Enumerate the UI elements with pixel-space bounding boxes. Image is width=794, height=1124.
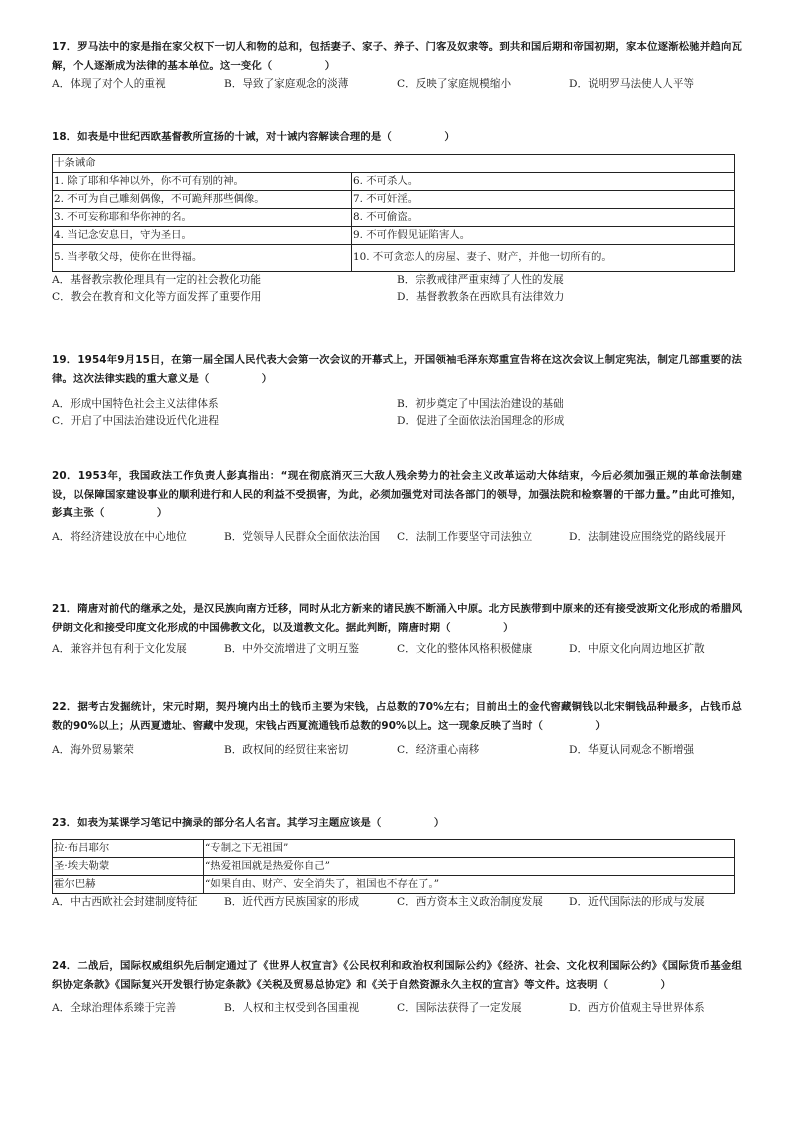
options-row xyxy=(52,894,742,912)
table-row xyxy=(53,244,735,271)
option-d[interactable]: D．近代国际法的形成与发展 xyxy=(569,895,705,908)
question-18 xyxy=(52,128,742,308)
options-row xyxy=(52,1000,742,1018)
question-17 xyxy=(52,38,742,94)
question-22 xyxy=(52,698,742,760)
option-a[interactable]: A．将经济建设放在中心地位 xyxy=(52,530,187,543)
table-header: 十条诫命 xyxy=(53,154,735,172)
question-stem: 24．二战后，国际权威组织先后制定通过了《世界人权宣言》《公民权利和政治权利国际公约》《经济、社会、文化权利国际公约》《国际货币基金组织协定条款》《国际复兴开发银行协定条款》《关税及贸易总协定》和《关于自然资源永久主权的宣言》等文件。这表明（ ） xyxy=(52,960,742,991)
ten-commandments-table xyxy=(52,154,735,272)
table-cell: 9. 不可作假见证陷害人。 xyxy=(352,226,735,244)
option-c[interactable]: C．经济重心南移 xyxy=(397,744,480,756)
option-d[interactable]: D．华夏认同观念不断增强 xyxy=(569,744,695,756)
table-cell: 6. 不可杀人。 xyxy=(352,172,735,190)
option-d[interactable]: D．促进了全面依法治国理念的形成 xyxy=(397,415,565,427)
table-cell: “热爱祖国就是热爱你自己” xyxy=(204,857,735,875)
option-d[interactable]: D．西方价值观主导世界体系 xyxy=(569,1002,705,1014)
question-stem: 19．1954年9月15日，在第一届全国人民代表大会第一次会议的开幕式上，开国领袖毛泽东郑重宣告将在这次会议上制定宪法，制定几部重要的法律。这次法律实践的重大意义是（ ） xyxy=(52,354,742,385)
option-d[interactable]: D．法制建设应围绕党的路线展开 xyxy=(569,530,726,543)
question-stem: 17．罗马法中的家是指在家父权下一切人和物的总和，包括妻子、家子、养子、门客及奴隶等。到共和国后期和帝国初期，家本位逐渐松驰并趋向瓦解，个人逐渐成为法律的基本单位。这一变化（ ） xyxy=(52,41,742,72)
question-stem: 18．如表是中世纪西欧基督教所宣扬的十诫，对十诫内容解读合理的是（ ） xyxy=(52,131,455,143)
option-a[interactable]: A．全球治理体系臻于完善 xyxy=(52,1002,177,1014)
option-d[interactable]: D．基督教教条在西欧具有法律效力 xyxy=(397,290,565,303)
table-cell: 圣·埃夫勒蒙 xyxy=(53,857,204,875)
question-stem: 21．隋唐对前代的继承之处，是汉民族向南方迁移，同时从北方新来的诸民族不断涌入中原。北方民族带到中原来的还有接受波斯文化形成的希腊风伊朗文化和接受印度文化形成的中国佛教文化，以及道教文化。据此判断，隋唐时期（ ） xyxy=(52,603,742,634)
table-cell: 8. 不可偷盗。 xyxy=(352,208,735,226)
options-row xyxy=(52,742,742,760)
table-cell: “专制之下无祖国” xyxy=(204,839,735,857)
option-c[interactable]: C．教会在教育和文化等方面发挥了重要作用 xyxy=(52,290,262,303)
table-cell: 3. 不可妄称耶和华你神的名。 xyxy=(53,208,352,226)
question-20 xyxy=(52,467,742,565)
option-b[interactable]: B．初步奠定了中国法治建设的基础 xyxy=(397,398,564,410)
table-row xyxy=(53,875,735,893)
table-row xyxy=(53,857,735,875)
table-row xyxy=(53,208,735,226)
option-a[interactable]: A．基督教宗教伦理具有一定的社会教化功能 xyxy=(52,273,261,286)
option-c[interactable]: C．反映了家庭规模缩小 xyxy=(397,78,512,90)
table-cell: 7. 不可奸淫。 xyxy=(352,190,735,208)
question-21 xyxy=(52,600,742,659)
option-a[interactable]: A．海外贸易繁荣 xyxy=(52,744,134,756)
table-row xyxy=(53,226,735,244)
table-cell: 4. 当记念安息日，守为圣日。 xyxy=(53,226,352,244)
option-b[interactable]: B．宗教戒律严重束缚了人性的发展 xyxy=(397,273,564,286)
options-row xyxy=(52,641,742,659)
option-c[interactable]: C．国际法获得了一定发展 xyxy=(397,1002,522,1014)
option-c[interactable]: C．西方资本主义政治制度发展 xyxy=(397,895,543,908)
table-row xyxy=(53,190,735,208)
option-c[interactable]: C．开启了中国法治建设近代化进程 xyxy=(52,415,220,427)
option-c[interactable]: C．法制工作要坚守司法独立 xyxy=(397,530,533,543)
option-a[interactable]: A．体现了对个人的重视 xyxy=(52,78,166,90)
question-stem: 22．据考古发掘统计，宋元时期，契丹境内出土的钱币主要为宋钱，占总数的70%左右；目前出土的金代窖藏铜钱以北宋铜钱品种最多，占钱币总数的90%以上；从西夏遗址、窖藏中发现，宋钱占西夏流通钱币总数的90%以上。这一现象反映了当时（ ） xyxy=(52,701,742,732)
option-a[interactable]: A．中古西欧社会封建制度特征 xyxy=(52,895,198,908)
option-b[interactable]: B．党领导人民群众全面依法治国 xyxy=(224,530,381,543)
option-b[interactable]: B．政权间的经贸往来密切 xyxy=(224,744,349,756)
table-cell: 1. 除了耶和华神以外，你不可有别的神。 xyxy=(53,172,352,190)
quotes-table xyxy=(52,839,735,894)
table-row xyxy=(53,839,735,857)
option-b[interactable]: B．人权和主权受到各国重视 xyxy=(224,1002,359,1014)
table-cell: “如果自由、财产、安全消失了，祖国也不存在了。” xyxy=(204,875,735,893)
table-cell: 拉·布吕耶尔 xyxy=(53,839,204,857)
table-cell: 霍尔巴赫 xyxy=(53,875,204,893)
question-19 xyxy=(52,351,742,432)
options-row xyxy=(52,76,742,94)
table-row xyxy=(53,172,735,190)
question-23 xyxy=(52,814,742,912)
option-d[interactable]: D．说明罗马法使人人平等 xyxy=(569,78,695,90)
option-c[interactable]: C．文化的整体风格积极健康 xyxy=(397,643,533,655)
option-a[interactable]: A．形成中国特色社会主义法律体系 xyxy=(52,398,219,410)
table-cell: 10. 不可贪恋人的房屋、妻子、财产，并他一切所有的。 xyxy=(352,244,735,271)
question-24 xyxy=(52,957,742,1018)
option-a[interactable]: A．兼容并包有利于文化发展 xyxy=(52,643,187,655)
option-b[interactable]: B．中外交流增进了文明互鉴 xyxy=(224,643,359,655)
options-block xyxy=(52,272,742,308)
option-b[interactable]: B．导致了家庭观念的淡薄 xyxy=(224,78,349,90)
options-block xyxy=(52,396,742,432)
options-row xyxy=(52,529,742,565)
table-cell: 2. 不可为自己雕刻偶像，不可跪拜那些偶像。 xyxy=(53,190,352,208)
question-stem: 20．1953年，我国政法工作负责人彭真指出：“现在彻底消灭三大敌人残余势力的社会主义改革运动大体结束，今后必须加强正规的革命法制建设，以保障国家建设事业的顺利进行和人民的利益不受损害，为此，必须加强党对司法各部门的领导，加强法院和检察署的干部力量。”由此可推知，彭真主张（ ） xyxy=(52,470,742,519)
option-d[interactable]: D．中原文化向周边地区扩散 xyxy=(569,643,705,655)
question-stem: 23．如表为某课学习笔记中摘录的部分名人名言。其学习主题应该是（ ） xyxy=(52,817,445,829)
option-b[interactable]: B．近代西方民族国家的形成 xyxy=(224,895,359,908)
table-cell: 5. 当孝敬父母，使你在世得福。 xyxy=(53,244,352,271)
